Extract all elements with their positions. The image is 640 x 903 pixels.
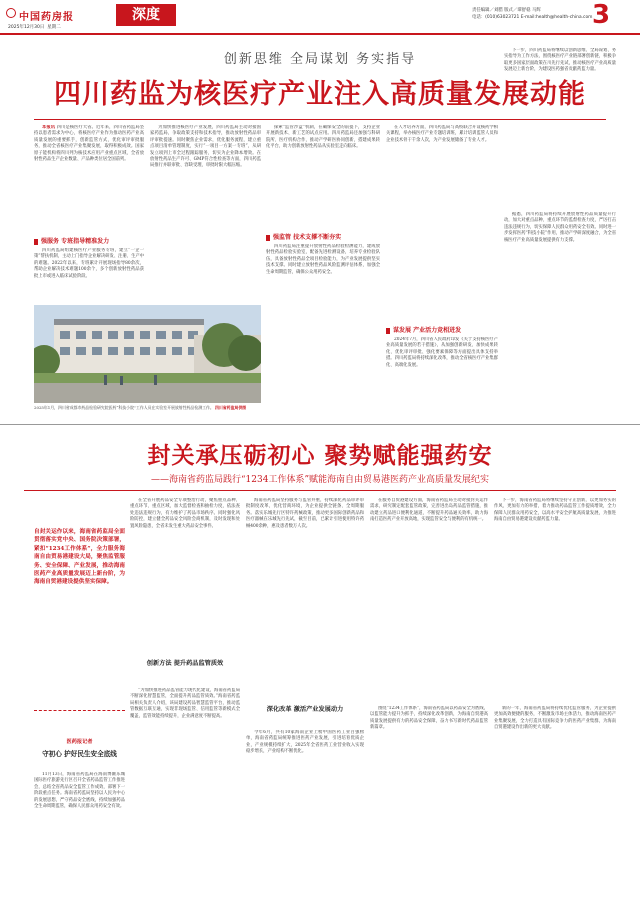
story2-subheadline: ——海南省药监局践行“1234工作体系”赋能海南自由贸易港医药产业高质量发展纪实 <box>150 475 490 485</box>
story1-col1-tail: 四川药监局组建核医疗产业服务专班，建立“一企一策”帮扶机制，主动上门指导企业解决研发、注册、生产中的难题。2022年以来，专班累计开展现场指导80余次，帮助企业解决技术难题100余个，多个创新放射性药品获批上市或进入临床试验阶段。 <box>34 248 144 279</box>
masthead <box>0 0 640 34</box>
story2-col5-tail: 新的一年，海南省药监局将持续优化监管服务，为企业提供更加高效便捷的服务，不断激发市场主体活力，推动海南医药产业集聚发展，全力打造具有国际竞争力的医药产业集群，为海南自贸港建设作出新的更大贡献。 <box>494 706 616 731</box>
story1-headline: 四川药监为核医疗产业注入高质量发展动能 <box>54 79 586 110</box>
story2-col2-tail: “为加快推进药品监管能力现代化建设，海南省药监局不断深化智慧监管，全面提升药品监管质效。”海南省药监局相关负责人介绍，该局建设药品智慧监管平台，推动监管数据互联互通，实现非现场监管、信用监管等新模式全覆盖，监管效能持续提升，企业满意度不断提高。 <box>130 688 240 719</box>
story1-col4-tail: 2024年7月，四川省人民政府印发《关于支持核医疗产业高质量发展的若干措施》，从加强创新研发、加快成果转化、优化审评审批、强化要素保障等方面提出具体支持举措。四川药监局将持续深化改革，推动全省核医疗产业集群化、高端化发展。 <box>386 337 498 368</box>
news-photo <box>34 305 261 403</box>
masthead-rule <box>0 33 640 35</box>
story2-col3: 海南省药监局坚持服务与监管并重，持续深化药品审评审批制度改革，优化营商环境，为企业提供全链条、全周期服务。落实乐城先行区特许药械政策，推动更多国际创新药品和医疗器械在乐城先行先试，截至目前，已累计引进使用特许药械400余种，惠及患者数万人次。 <box>246 498 364 529</box>
story1-col2: 为加快推进核医疗产业发展，四川药监局主动对接国家药监局，争取政策支持和技术指导，推动放射性药品审评审批提速。同时聚焦企业需求，优化服务流程，建立重点项目清单管理制度，实行“一项目一方案一专班”，从研发立项到上市全过程跟踪服务，切实为企业降本增效。在放射性药品生产许可、GMP符合性检查等方面，四川药监局推行并联审批、容缺受理，审批时限大幅压缩。 <box>150 125 261 169</box>
story1-col3-tail: 四川药监局注重提升放射性药品检验检测能力，建成放射性药品检验实验室，配备先进检测设备，培养专业检验队伍，具备放射性药品全项目检验能力，为产业发展提供坚实技术支撑。同时建立放射性药品风险监测评估体系，加强全生命周期监管，确保公众用药安全。 <box>266 244 380 275</box>
story2-col2-head: 创新方法 提升药品监管质效 <box>146 660 224 667</box>
story2-col3-head: 深化改革 激活产业发展动力 <box>266 706 344 713</box>
story2-col2: 在全省开展药品安全专项整治行动，聚焦重点品种、重点环节、重点区域，加大监督检查和抽检力度，依法查处违法违规行为，有力维护了药品市场秩序。同时强化风险防控，建立健全药品安全风险会商机制，及时发现和处置风险隐患，全省未发生重大药品安全事件。 <box>130 498 240 529</box>
story1-section-head-2: 强监管 技术支撑不断夯实 <box>266 233 380 243</box>
story1-section-head-1: 强服务 专班指导精准发力 <box>34 237 144 247</box>
building-photo-illustration <box>34 305 261 403</box>
editor-info: 责任编辑／刘腊 版式／谭舒稳 马辉 电话：(010)63023721 E-mail:health@health-china.com <box>472 8 593 20</box>
photo-caption: 2025年1月，四川省成都市药品检验研究院医药“科技小院”工作人员在实验室开展放射性药品检测工作。 四川省药监局供图 <box>34 405 247 410</box>
story1-section-head-3: 谋发展 产业活力竞相迸发 <box>386 326 498 336</box>
story2-col4-tail: 围绕“1234工作体系”，海南省药监局以药品安全为底线，以监管能力提升为抓手，持续深化改革创新，为海南自贸港高质量发展提供有力的药品安全保障，奋力书写新时代药品监管新篇章。 <box>370 706 488 731</box>
section-tag: 深度 <box>116 4 176 26</box>
story2-rule <box>24 490 616 491</box>
story2-col4: 在服务自贸港建设方面，海南省药监局主动对接封关运作需求，研究制定配套监管政策，完善进出岛药品监管措施，推动建立药品进口便利化通道，不断提升药品通关效率，助力海南打造医药产业开放高地，实现监管安全与便利的有机统一。 <box>370 498 488 523</box>
story1-col3: 探索“监管沙盒”机制，在确保安全的前提下，支持企业开展新技术、新工艺的试点应用。四川药监局还加强与科研院所、医疗机构合作，推动产学研医协同创新，搭建成果转化平台，助力创新放射性药品从实验室走向临床。 <box>266 125 380 150</box>
story2-lead: 自封关运作以来，海南省药监局全面贯彻落实党中央、国务院决策部署，紧扣“1234工作体系”，全力服务海南自由贸易港建设大局，聚焦监管服务、安全保障、产业发展，推动海南医药产业高质量发展迈上新台阶，为海南自贸港建设提供坚实保障。 <box>34 529 125 586</box>
newspaper-logo: 中国药房报 <box>19 12 74 23</box>
story2-byline: 医药报记者 <box>66 739 93 745</box>
story1-col5: 下一步，四川药监局将继续以创新思维、全局谋划、务实指导为工作方法，围绕核医疗产业链部署创新链，积极争取更多国家层面政策在川先行先试，推动核医疗产业高质量发展迈上新台阶，为建设医药强省贡献药监力量。 <box>504 48 616 73</box>
sidebar-headline: 守初心 护好民生安全底线 <box>42 750 117 758</box>
issue-date: 2025年12月30日 星期二 <box>8 25 61 30</box>
story1-col4: 在人才培养方面，四川药监局与高校联合开设核药学相关课程，举办核医疗产业专题培训班，累计培训监管人员和企业技术骨干千余人次，为产业发展储备了专业人才。 <box>386 125 498 143</box>
story1-kicker: 创新思维 全局谋划 务实指导 <box>223 52 417 67</box>
story1-col5-tail: 据悉，四川药监局将持续开展放射性药品质量提升行动，加大对重点品种、重点环节的监督检查力度，严厉打击违法违规行为，切实保障人民群众用药安全有效。同时进一步发挥医药“科技小院”作用，推动产学研深度融合，为全省核医疗产业高质量发展提供有力支撑。 <box>504 212 616 243</box>
sidebar-text: 11月13日，海南省药监局在海南博鳌乐城国际医疗旅游先行区召开全省药品监管工作推进会，总结全省药品安全监管工作成效，部署下一阶段重点任务。海南省药监局坚持以人民为中心的发展思想，严守药品安全底线，持续加强药品全生命周期监管，确保人民群众用药安全有效。 <box>34 772 125 810</box>
sidebar-rule <box>34 710 125 711</box>
story2-col3-tail: 今年6月，共有10家海南企业上榜中国医药工业百强榜单，海南省药监局统筹推进医药产业发展，引进培育优质企业，产业规模持续扩大，2025年全省医药工业营业收入实现稳步增长，产业结构不断优化。 <box>246 730 364 755</box>
logo-seal-icon <box>6 8 16 18</box>
story-divider <box>0 424 640 425</box>
story2-headline: 封关承压砺初心 聚势赋能强药安 <box>147 442 493 469</box>
photo-credit: 四川省药监局供图 <box>215 405 247 410</box>
story1-col1: 本报讯 四川是核医疗大省。近年来，四川省药监局坚持以患者需求为中心，将核医疗产业作为推动医药产业高质量发展的重要抓手，创新监管方式，优化审评审批服务，推动全省核医疗产业集聚发展，取得积极成效。国家原子能机构将四川列为核技术应用产业重点区域，全省放射性药品生产企业数量、产品种类位居全国前列。 <box>34 125 144 163</box>
page-number: 3 <box>592 0 611 30</box>
story2-col5: 下一步，海南省药监局将继续坚持守正创新，以更加务实的作风、更加有力的举措，着力推动药品监管工作提质增效，全力保障人民群众用药安全，以高水平安全护航高质量发展，为推进海南自由贸易港建设贡献药监力量。 <box>494 498 616 523</box>
